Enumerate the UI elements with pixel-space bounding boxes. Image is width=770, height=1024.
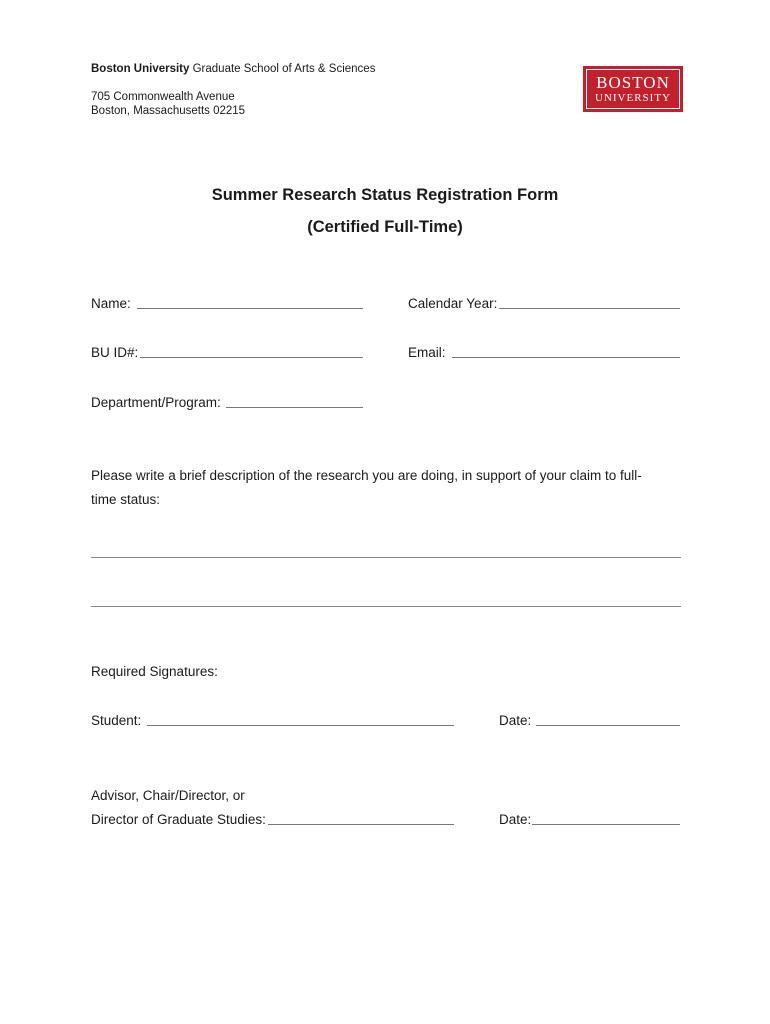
- address-street: 705 Commonwealth Avenue: [91, 91, 235, 103]
- student-label: Student:: [91, 713, 142, 728]
- calendar-year-field[interactable]: [408, 296, 680, 311]
- school-name: Graduate School of Arts & Sciences: [189, 63, 376, 75]
- form-title: Summer Research Status Registration Form: [211, 186, 559, 204]
- description-prompt-line-1: Please write a brief description of the research you are doing, in support of your claim to full-: [91, 468, 642, 483]
- advisor-label-line-1: Advisor, Chair/Director, or: [91, 788, 245, 803]
- description-prompt: [91, 464, 681, 512]
- student-signature-line[interactable]: [147, 724, 454, 726]
- name-label: Name:: [91, 296, 131, 311]
- bu-id-label: BU ID#:: [91, 345, 139, 360]
- department-program-field[interactable]: [91, 395, 363, 410]
- calendar-year-input-line[interactable]: [499, 307, 680, 309]
- name-field[interactable]: [91, 296, 363, 311]
- bu-id-field[interactable]: [91, 345, 363, 360]
- advisor-signature-line[interactable]: [268, 823, 454, 825]
- address-city: Boston, Massachusetts 02215: [91, 105, 246, 117]
- email-label: Email:: [408, 345, 446, 360]
- calendar-year-label: Calendar Year:: [408, 296, 498, 311]
- email-field[interactable]: [408, 345, 680, 360]
- form-subtitle: (Certified Full-Time): [307, 218, 463, 236]
- signatures-heading: Required Signatures:: [91, 664, 218, 679]
- advisor-signature-field[interactable]: [91, 812, 454, 827]
- address: [91, 90, 375, 118]
- student-signature-field[interactable]: [91, 713, 454, 728]
- logo-frame: [586, 69, 680, 109]
- institution-name: [91, 62, 375, 76]
- description-line-1[interactable]: [91, 557, 681, 558]
- advisor-label: Director of Graduate Studies:: [91, 812, 266, 827]
- student-date-label: Date:: [499, 713, 532, 728]
- department-program-label: Department/Program:: [91, 395, 221, 410]
- boston-university-logo: [583, 66, 683, 112]
- advisor-date-field[interactable]: [499, 812, 680, 827]
- logo-text-university: UNIVERSITY: [595, 92, 671, 104]
- logo-text-boston: BOSTON: [596, 73, 670, 92]
- institution-header: [91, 62, 375, 118]
- student-date-field[interactable]: [499, 713, 680, 728]
- advisor-date-label: Date:: [499, 812, 532, 827]
- email-input-line[interactable]: [452, 356, 680, 358]
- student-date-line[interactable]: [536, 724, 680, 726]
- bu-id-input-line[interactable]: [140, 356, 363, 358]
- name-input-line[interactable]: [137, 307, 363, 309]
- description-prompt-line-2: time status:: [91, 492, 161, 507]
- description-line-2[interactable]: [91, 606, 681, 607]
- university-name: Boston University: [91, 63, 190, 75]
- department-program-input-line[interactable]: [226, 406, 363, 408]
- advisor-date-line[interactable]: [532, 823, 680, 825]
